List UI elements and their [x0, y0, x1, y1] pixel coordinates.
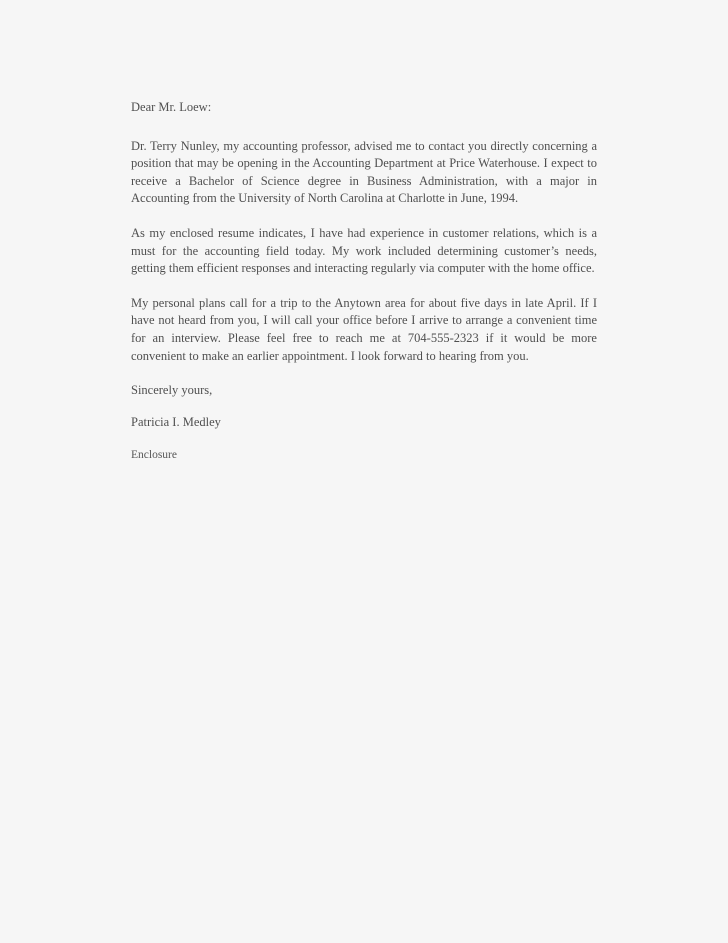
signature-name: Patricia I. Medley [131, 414, 221, 429]
enclosure-note: Enclosure [131, 449, 177, 462]
body-paragraph-2: As my enclosed resume indicates, I have had experience in customer relations, which is a must for the accounting field today. My work included determining customer’s needs, getting them efficient responses and interacting regularly via computer with the home office. [131, 225, 597, 276]
body-paragraph-1: Dr. Terry Nunley, my accounting professor, advised me to contact you directly concerning a position that may be opening in the Accounting Department at Price Waterhouse. I expect to receive a Bachelor of Science degree in Business Administration, with a major in Accounting from the University of North Carolina at Charlotte in June, 1994. [131, 138, 597, 206]
letter-content [131, 99, 597, 465]
body-paragraph-3: My personal plans call for a trip to the Anytown area for about five days in late April. If I have not heard from you, I will call your office before I arrive to arrange a convenient time for an interview. Please feel free to reach me at 704-555-2323 if it would be more convenient to make an earlier appointment. I look forward to hearing from you. [131, 295, 597, 363]
salutation: Dear Mr. Loew: [131, 100, 212, 114]
closing: Sincerely yours, [131, 383, 213, 398]
